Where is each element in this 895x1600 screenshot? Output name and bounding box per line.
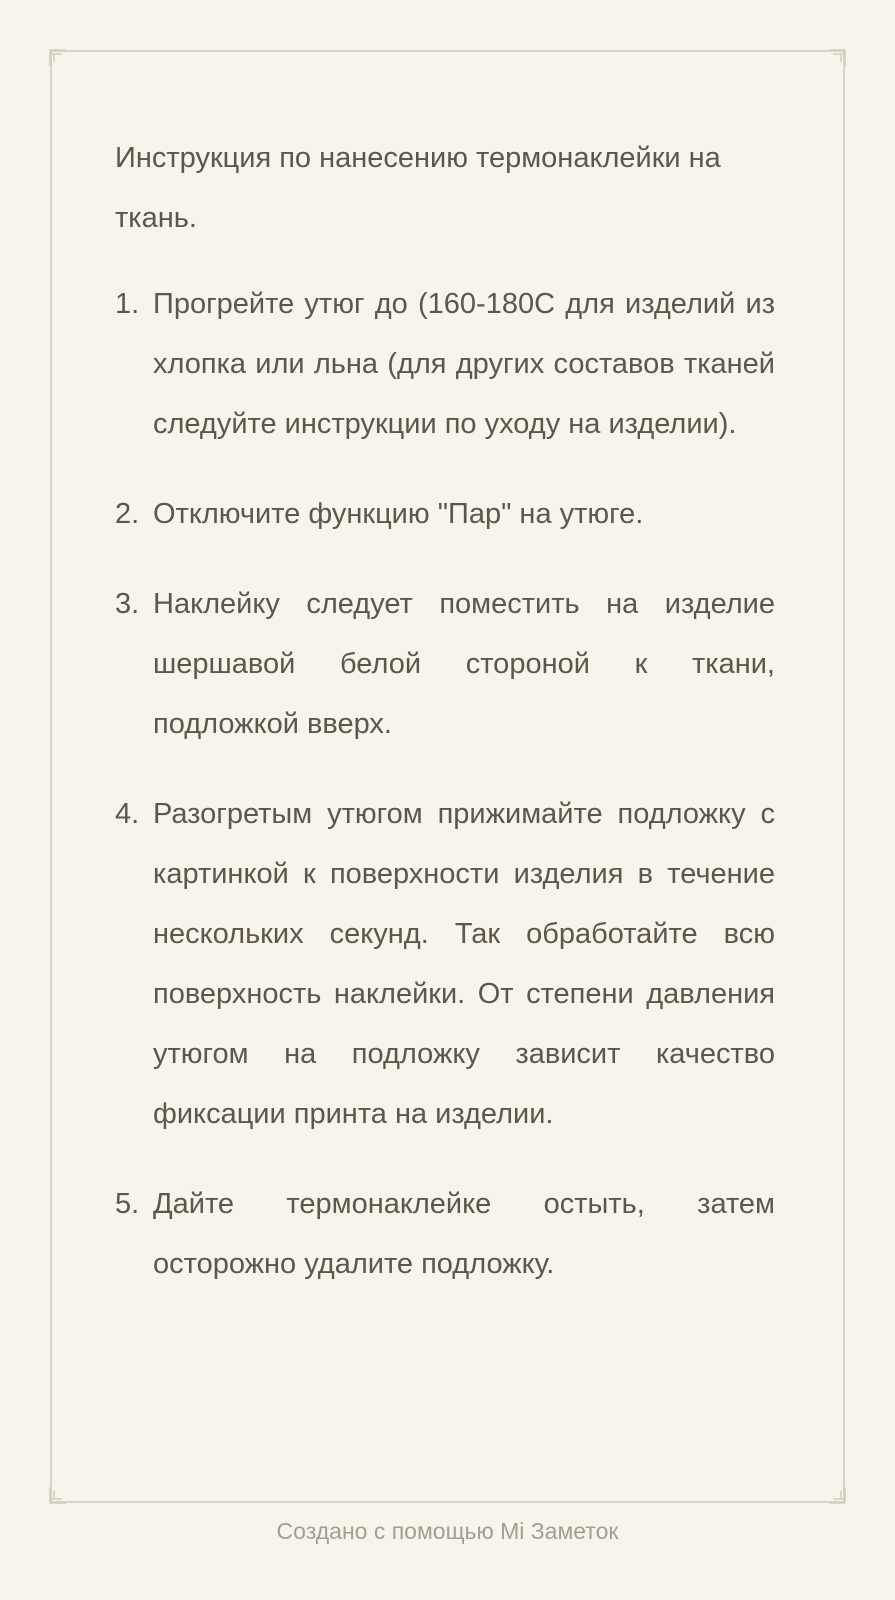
step-text: Дайте термонаклейке остыть, затем осторожно удалите подложку. — [153, 1188, 775, 1280]
step-number: 1. — [115, 288, 140, 320]
corner-ornament-icon — [49, 49, 67, 67]
corner-ornament-icon — [828, 49, 846, 67]
step-number: 3. — [115, 588, 140, 620]
list-item — [115, 1174, 775, 1294]
list-item — [115, 274, 775, 454]
step-text: Наклейку следует поместить на изделие шершавой белой стороной к ткани, подложкой вверх. — [153, 588, 775, 740]
step-text: Отключите функцию "Пар" на утюге. — [153, 498, 644, 530]
steps-list — [115, 274, 775, 1294]
step-text: Разогретым утюгом прижимайте подложку с картинкой к поверхности изделия в течение нескольких секунд. Так обработайте всю поверхность наклейки. От степени давления утюгом на подложку зависит качество фиксации принта на изделии. — [153, 798, 775, 1130]
step-number: 5. — [115, 1188, 140, 1220]
step-number: 4. — [115, 798, 140, 830]
note-content — [115, 128, 775, 1324]
list-item — [115, 574, 775, 754]
step-text: Прогрейте утюг до (160-180С для изделий из хлопка или льна (для других составов тканей следуйте инструкции по уходу на изделии). — [153, 288, 775, 440]
footer-credit: Создано с помощью Mi Заметок — [276, 1518, 619, 1544]
corner-ornament-icon — [49, 1486, 67, 1504]
list-item — [115, 484, 775, 544]
note-title: Инструкция по нанесению термонаклейки на ткань. — [115, 142, 721, 234]
list-item — [115, 784, 775, 1144]
corner-ornament-icon — [828, 1486, 846, 1504]
step-number: 2. — [115, 498, 140, 530]
